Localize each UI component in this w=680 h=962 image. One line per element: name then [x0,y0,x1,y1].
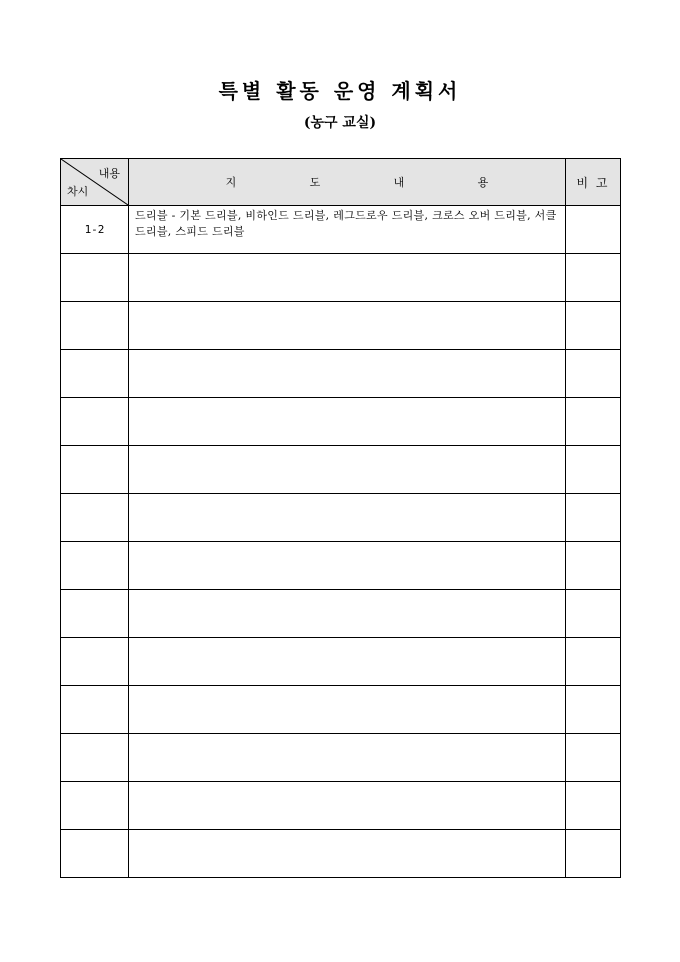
table-row [61,782,621,830]
table-row [61,686,621,734]
header-content-char: 도 [309,176,321,189]
note-cell [566,686,621,734]
note-cell [566,398,621,446]
header-session-label: 차시 [67,185,89,198]
note-cell [566,590,621,638]
content-cell [129,830,566,878]
note-cell [566,734,621,782]
note-cell [566,542,621,590]
table-row [61,398,621,446]
content-cell [129,542,566,590]
header-content-char: 용 [477,176,489,189]
table-row [61,350,621,398]
document-subtitle: (농구 교실) [303,115,377,131]
table-row [61,206,621,254]
table-row [61,446,621,494]
header-content-char: 지 [225,176,237,189]
note-cell [566,782,621,830]
content-cell [129,734,566,782]
header-content-cell [129,159,566,206]
content-cell: 드리블 - 기본 드리블, 비하인드 드리블, 레그드로우 드리블, 크로스 오버 드리블, 서클 드리블, 스피드 드리블 [129,206,566,254]
session-cell [61,782,129,830]
note-cell [566,350,621,398]
content-cell [129,302,566,350]
session-cell [61,542,129,590]
content-cell [129,686,566,734]
session-cell [61,590,129,638]
session-cell [61,494,129,542]
table-row [61,302,621,350]
content-cell [129,590,566,638]
session-cell [61,638,129,686]
session-cell: 1-2 [61,206,129,254]
header-note-cell: 비 고 [566,159,621,206]
session-cell [61,734,129,782]
note-cell [566,494,621,542]
table-body [61,206,621,878]
note-cell [566,254,621,302]
content-cell [129,254,566,302]
content-cell [129,446,566,494]
content-cell [129,494,566,542]
session-cell [61,302,129,350]
session-cell [61,350,129,398]
table-header-row [61,159,621,206]
session-cell [61,686,129,734]
note-cell [566,638,621,686]
header-content-label: 내용 [98,167,120,180]
table-row [61,494,621,542]
header-content-char: 내 [393,176,405,189]
content-cell [129,398,566,446]
table-row [61,254,621,302]
session-cell [61,830,129,878]
table-row [61,734,621,782]
table-row [61,830,621,878]
content-cell [129,350,566,398]
session-cell [61,446,129,494]
document-title: 특별 활동 운영 계획서 [218,79,462,103]
content-cell [129,638,566,686]
note-cell [566,446,621,494]
content-cell [129,782,566,830]
table-row [61,638,621,686]
plan-table [60,158,621,878]
table-row [61,590,621,638]
header-diagonal-cell [61,159,129,206]
note-cell [566,206,621,254]
session-cell [61,398,129,446]
session-cell [61,254,129,302]
table-row [61,542,621,590]
note-cell [566,302,621,350]
note-cell [566,830,621,878]
